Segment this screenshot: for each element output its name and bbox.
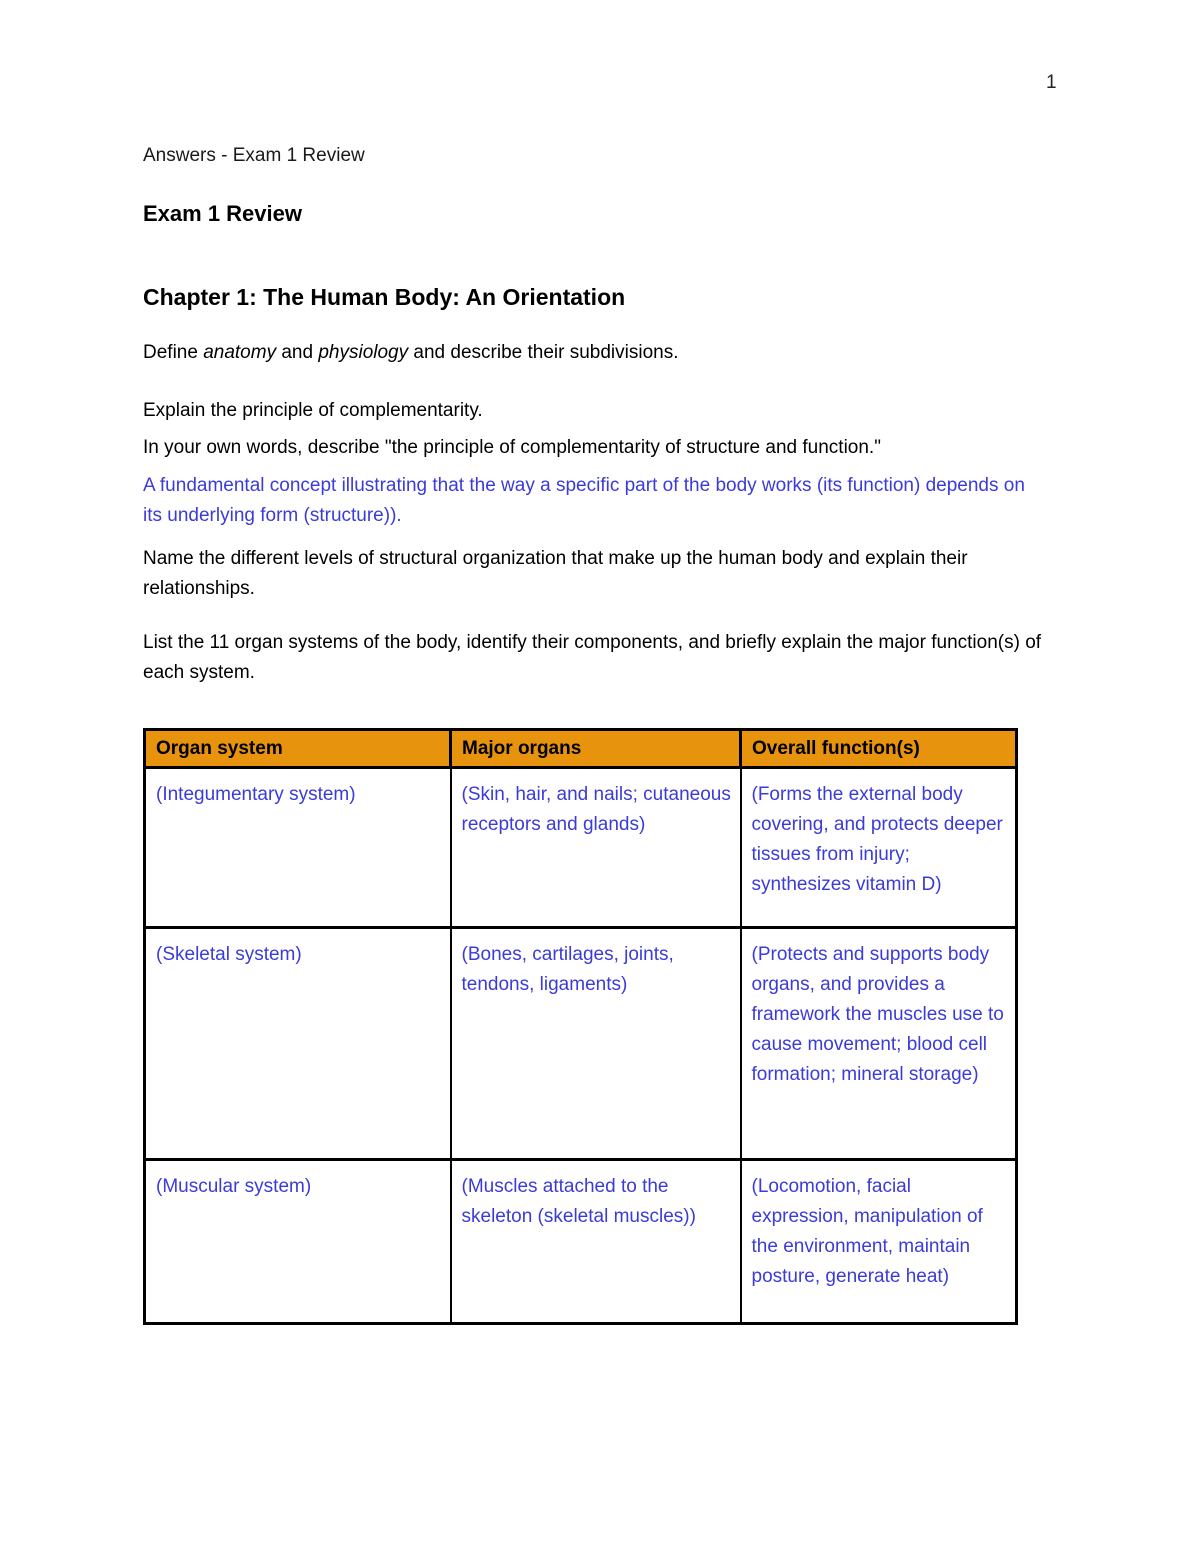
doc-title: Exam 1 Review <box>143 201 302 226</box>
table-header-row <box>145 730 1017 768</box>
table-cell-function: (Protects and supports body organs, and provides a framework the muscles use to cause movement; blood cell formation; mineral storage) <box>741 928 1017 1160</box>
table-row <box>145 928 1017 1160</box>
table-cell-system: (Integumentary system) <box>145 768 451 928</box>
define-prefix: Define <box>143 342 204 363</box>
define-mid: and <box>276 342 319 363</box>
answer-complementarity: A fundamental concept illustrating that the way a specific part of the body works (its function) depends on its underlying form (structure)). <box>143 475 1025 526</box>
chapter-heading: Chapter 1: The Human Body: An Orientation <box>143 284 626 310</box>
table-cell-function: (Locomotion, facial expression, manipulation of the environment, maintain posture, generate heat) <box>741 1160 1017 1324</box>
question-structural-levels: Name the different levels of structural organization that make up the human body and explain their relationships. <box>143 548 968 599</box>
doc-subtitle: Answers - Exam 1 Review <box>143 145 365 166</box>
column-header-major-organs: Major organs <box>451 730 741 768</box>
column-header-organ-system: Organ system <box>145 730 451 768</box>
document-content <box>0 141 1200 1325</box>
question-define <box>143 338 1048 368</box>
table-row <box>145 768 1017 928</box>
table-cell-function: (Forms the external body covering, and protects deeper tissues from injury; synthesizes vitamin D) <box>741 768 1017 928</box>
term-physiology: physiology <box>318 342 409 363</box>
term-anatomy: anatomy <box>203 342 277 363</box>
question-list-organ-systems: List the 11 organ systems of the body, identify their components, and briefly explain the major function(s) of each system. <box>143 632 1042 683</box>
page-number: 1 <box>1046 72 1057 93</box>
question-explain-complementarity: Explain the principle of complementarity. <box>143 400 483 421</box>
column-header-overall-functions: Overall function(s) <box>741 730 1017 768</box>
question-own-words: In your own words, describe "the principle of complementarity of structure and function." <box>143 437 881 458</box>
define-suffix: and describe their subdivisions. <box>408 342 679 363</box>
table-cell-organs: (Muscles attached to the skeleton (skeletal muscles)) <box>451 1160 741 1324</box>
organ-systems-table <box>143 728 1018 1325</box>
table-row <box>145 1160 1017 1324</box>
table-cell-system: (Skeletal system) <box>145 928 451 1160</box>
table-cell-system: (Muscular system) <box>145 1160 451 1324</box>
table-cell-organs: (Skin, hair, and nails; cutaneous receptors and glands) <box>451 768 741 928</box>
table-cell-organs: (Bones, cartilages, joints, tendons, ligaments) <box>451 928 741 1160</box>
